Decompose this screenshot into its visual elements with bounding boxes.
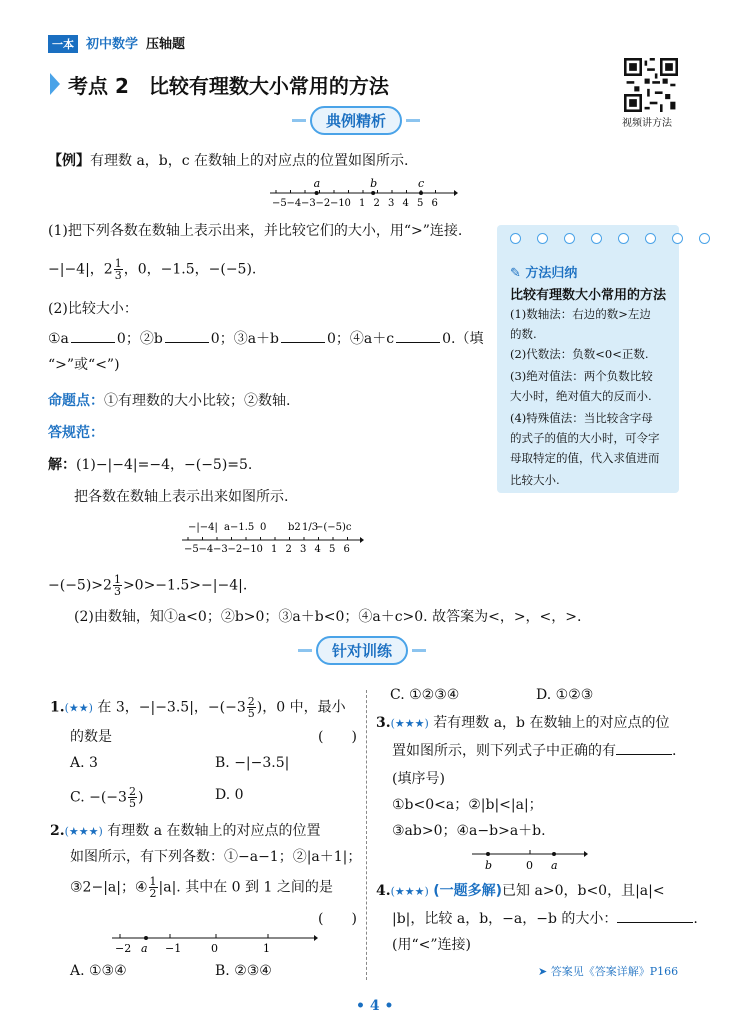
- q1-nums-b: ，0，−1.5，−(−5).: [123, 261, 257, 278]
- training-badge: [294, 636, 430, 665]
- problem-3-cont: 置如图所示，则下列式子中正确的有 .: [392, 743, 677, 759]
- point-label: −(−5)c: [315, 522, 352, 533]
- example-intro-text: 有理数 a，b，c 在数轴上的对应点的位置如图所示.: [90, 153, 409, 169]
- option-d[interactable]: D. 0: [215, 787, 244, 803]
- method-line: 比较大小.: [510, 473, 560, 487]
- solution-label: 解：: [48, 457, 76, 473]
- data-point: [371, 191, 375, 195]
- q1-nums-a: −|−4|，2: [48, 261, 113, 278]
- tick-label: 1: [263, 942, 270, 955]
- method-line: 大小时，绝对值大的反而小.: [510, 389, 652, 403]
- section-text: 比较有理数大小常用的方法: [148, 74, 389, 98]
- example-badge-label: 典例精析: [310, 106, 402, 135]
- solution-3: −(−5)>2 $\frac{1}{3}$ >0>−1.5>−|−4|.: [48, 573, 248, 598]
- option-a[interactable]: A. ①③④: [70, 963, 127, 979]
- method-line: (3)绝对值法：两个负数比较: [510, 369, 653, 383]
- problem-4-cont: |b|，比较 a，b，−a，−b 的大小： .: [392, 911, 698, 927]
- point-label: b: [370, 177, 378, 190]
- problem-1: 1.(★★) 在 3，−|−3.5|，−(−3 $\frac{2}{5}$ )，0 中，最小: [50, 695, 346, 720]
- tick-label: −1: [330, 198, 345, 209]
- example-lead: 【例】: [48, 153, 90, 169]
- tick-label: −1: [242, 544, 257, 554]
- problem-4-cont2: (用“<”连接): [392, 937, 471, 953]
- tick-label: 6: [431, 198, 438, 209]
- axis-label: 0: [526, 859, 533, 872]
- example-intro: [48, 152, 409, 170]
- tick-label: 4: [402, 198, 409, 209]
- fraction-one-third: $\frac{1}{3}$: [114, 257, 122, 282]
- method-line: 的式子的值的大小时，可令字: [510, 431, 660, 445]
- difficulty-stars: (★★★): [390, 885, 429, 898]
- mingti-text: ①有理数的大小比较；②数轴.: [104, 393, 291, 409]
- question-1: (1)把下列各数在数轴上表示出来，并比较它们的大小，用“>”连接.: [48, 223, 463, 239]
- problem-1-cont: 的数是: [70, 729, 112, 745]
- point-label: c: [418, 177, 425, 190]
- method-sub: 比较有理数大小常用的方法: [510, 288, 667, 303]
- question-2-tail: “>”或“<”): [48, 357, 120, 373]
- answer-blank[interactable]: [71, 330, 115, 343]
- option-b[interactable]: B. ②③④: [215, 963, 272, 979]
- tick-label: 6: [343, 544, 350, 554]
- option-d[interactable]: D. ①②③: [536, 687, 594, 703]
- point-label: a−1.5: [224, 522, 255, 533]
- option-a[interactable]: A. 3: [70, 755, 98, 771]
- answer-blank[interactable]: [165, 330, 209, 343]
- answer-blank[interactable]: [396, 330, 440, 343]
- solution-2: 把各数在数轴上表示出来如图所示.: [74, 489, 289, 505]
- data-point: [144, 936, 148, 940]
- number-line-example: [268, 176, 458, 210]
- tick-label: 0: [211, 942, 218, 955]
- method-line: 的数.: [510, 327, 537, 341]
- problem-2: 2.(★★★) 有理数 a 在数轴上的对应点的位置: [50, 823, 321, 839]
- question-2-items: ①a 0；②b 0；③a＋b 0；④a＋c 0.（填: [48, 331, 484, 347]
- difficulty-stars: (★★★): [390, 717, 429, 730]
- training-badge-label: 针对训练: [316, 636, 408, 665]
- difficulty-stars: (★★): [64, 701, 93, 715]
- tick-label: 3: [388, 198, 395, 209]
- fraction-one-third: $\frac{1}{3}$: [113, 573, 121, 598]
- example-badge: [288, 106, 424, 135]
- question-1-numbers: [48, 258, 256, 281]
- series-name: 初中数学: [86, 37, 139, 52]
- question-2: (2)比较大小：: [48, 301, 138, 317]
- tick-label: −2: [315, 198, 331, 209]
- tick-label: −5: [184, 544, 199, 554]
- axis-label: a: [551, 859, 558, 872]
- solution-1-text: (1)−|−4|=−4，−(−5)=5.: [76, 457, 253, 473]
- book-name: 压轴题: [146, 37, 186, 52]
- tick-label: 0: [256, 544, 263, 554]
- solution-1: [48, 456, 252, 474]
- data-point: [419, 191, 423, 195]
- tick-label: 2: [373, 198, 380, 209]
- difficulty-stars: (★★★): [64, 825, 103, 838]
- option-c[interactable]: C. ①②③④: [390, 687, 460, 703]
- point-label: 1/3: [302, 522, 319, 533]
- problem-3: 3.(★★★) 若有理数 a，b 在数轴上的对应点的位: [376, 715, 670, 731]
- problem-3-cont3: ①b<0<a；②|b|<|a|；: [392, 797, 543, 813]
- answer-paren[interactable]: ( ): [318, 911, 357, 927]
- answer-blank[interactable]: [616, 742, 672, 755]
- problem-2-cont2: ③2−|a|；④ $\frac{1}{2}$ |a|. 其中在 0 到 1 之间的是: [70, 875, 333, 900]
- tick-label: 5: [329, 544, 336, 554]
- answer-reference: ➤ 答案见《答案详解》P166: [538, 965, 679, 978]
- tick-label: −4: [286, 198, 302, 209]
- qr-label: 视频讲方法: [622, 118, 672, 129]
- tick-label: −2: [227, 544, 243, 554]
- tick-label: −1: [165, 942, 182, 955]
- page-number: • 4 •: [356, 998, 394, 1014]
- method-line: (2)代数法：负数<0<正数.: [510, 347, 649, 361]
- problem-4: 4.(★★★) (一题多解)已知 a>0，b<0，且|a|<: [376, 883, 665, 899]
- notebook-rings: [510, 233, 710, 244]
- mingti: [48, 392, 290, 410]
- solution-4: (2)由数轴，知①a<0；②b>0；③a＋b<0；④a＋c>0. 故答案为<，>，<，>.: [74, 609, 582, 625]
- tick-label: 5: [417, 198, 424, 209]
- problem-2-cont: 如图所示，有下列各数：①−a−1；②|a＋1|；: [70, 849, 362, 865]
- dagui-label: 答规范：: [48, 425, 104, 441]
- axis-label: b: [485, 859, 493, 872]
- answer-blank[interactable]: [281, 330, 325, 343]
- section-label: 考点 2: [68, 74, 129, 98]
- tick-label: 4: [314, 544, 321, 554]
- number-line-solution: [180, 518, 370, 554]
- data-point: [315, 191, 319, 195]
- tick-label: 1: [359, 198, 366, 209]
- column-divider: [366, 690, 367, 980]
- number-line-problem-3: [470, 846, 590, 874]
- tick-label: 1: [271, 544, 278, 554]
- qr-code-icon[interactable]: [624, 58, 678, 112]
- tick-label: a: [141, 942, 148, 955]
- tick-label: −2: [115, 942, 132, 955]
- tick-label: 0: [344, 198, 351, 209]
- tick-label: −3: [301, 198, 316, 209]
- tick-label: −5: [272, 198, 287, 209]
- mingti-label: 命题点：: [48, 393, 104, 409]
- number-line-problem-2: [108, 928, 320, 958]
- tick-label: −4: [198, 544, 214, 554]
- method-head: ✎ 方法归纳: [510, 266, 578, 281]
- problem-tag: (一题多解): [433, 883, 503, 899]
- point-label: b2: [288, 522, 301, 533]
- point-label: 0: [260, 522, 267, 533]
- option-b[interactable]: B. −|−3.5|: [215, 755, 290, 771]
- method-line: 母取特定的值，代入求值进而: [510, 451, 660, 465]
- problem-3-cont2: (填序号): [392, 771, 445, 787]
- method-line: (4)特殊值法：当比较含字母: [510, 411, 653, 425]
- tick-label: −3: [213, 544, 228, 554]
- point-label: a: [313, 177, 321, 190]
- title-arrow-icon: [50, 73, 60, 95]
- method-line: (1)数轴法：右边的数>左边: [510, 307, 651, 321]
- tick-label: 2: [285, 544, 292, 554]
- point-label: −|−4|: [188, 522, 218, 533]
- tick-label: 3: [300, 544, 307, 554]
- answer-paren[interactable]: ( ): [318, 729, 357, 745]
- problem-3-cont4: ③ab>0；④a−b>a＋b.: [392, 823, 546, 839]
- series-logo: 一本: [48, 35, 78, 53]
- option-c[interactable]: C. −(−3 $\frac{2}{5}$ ): [70, 785, 144, 810]
- answer-blank[interactable]: [617, 910, 693, 923]
- section-title: [68, 70, 389, 99]
